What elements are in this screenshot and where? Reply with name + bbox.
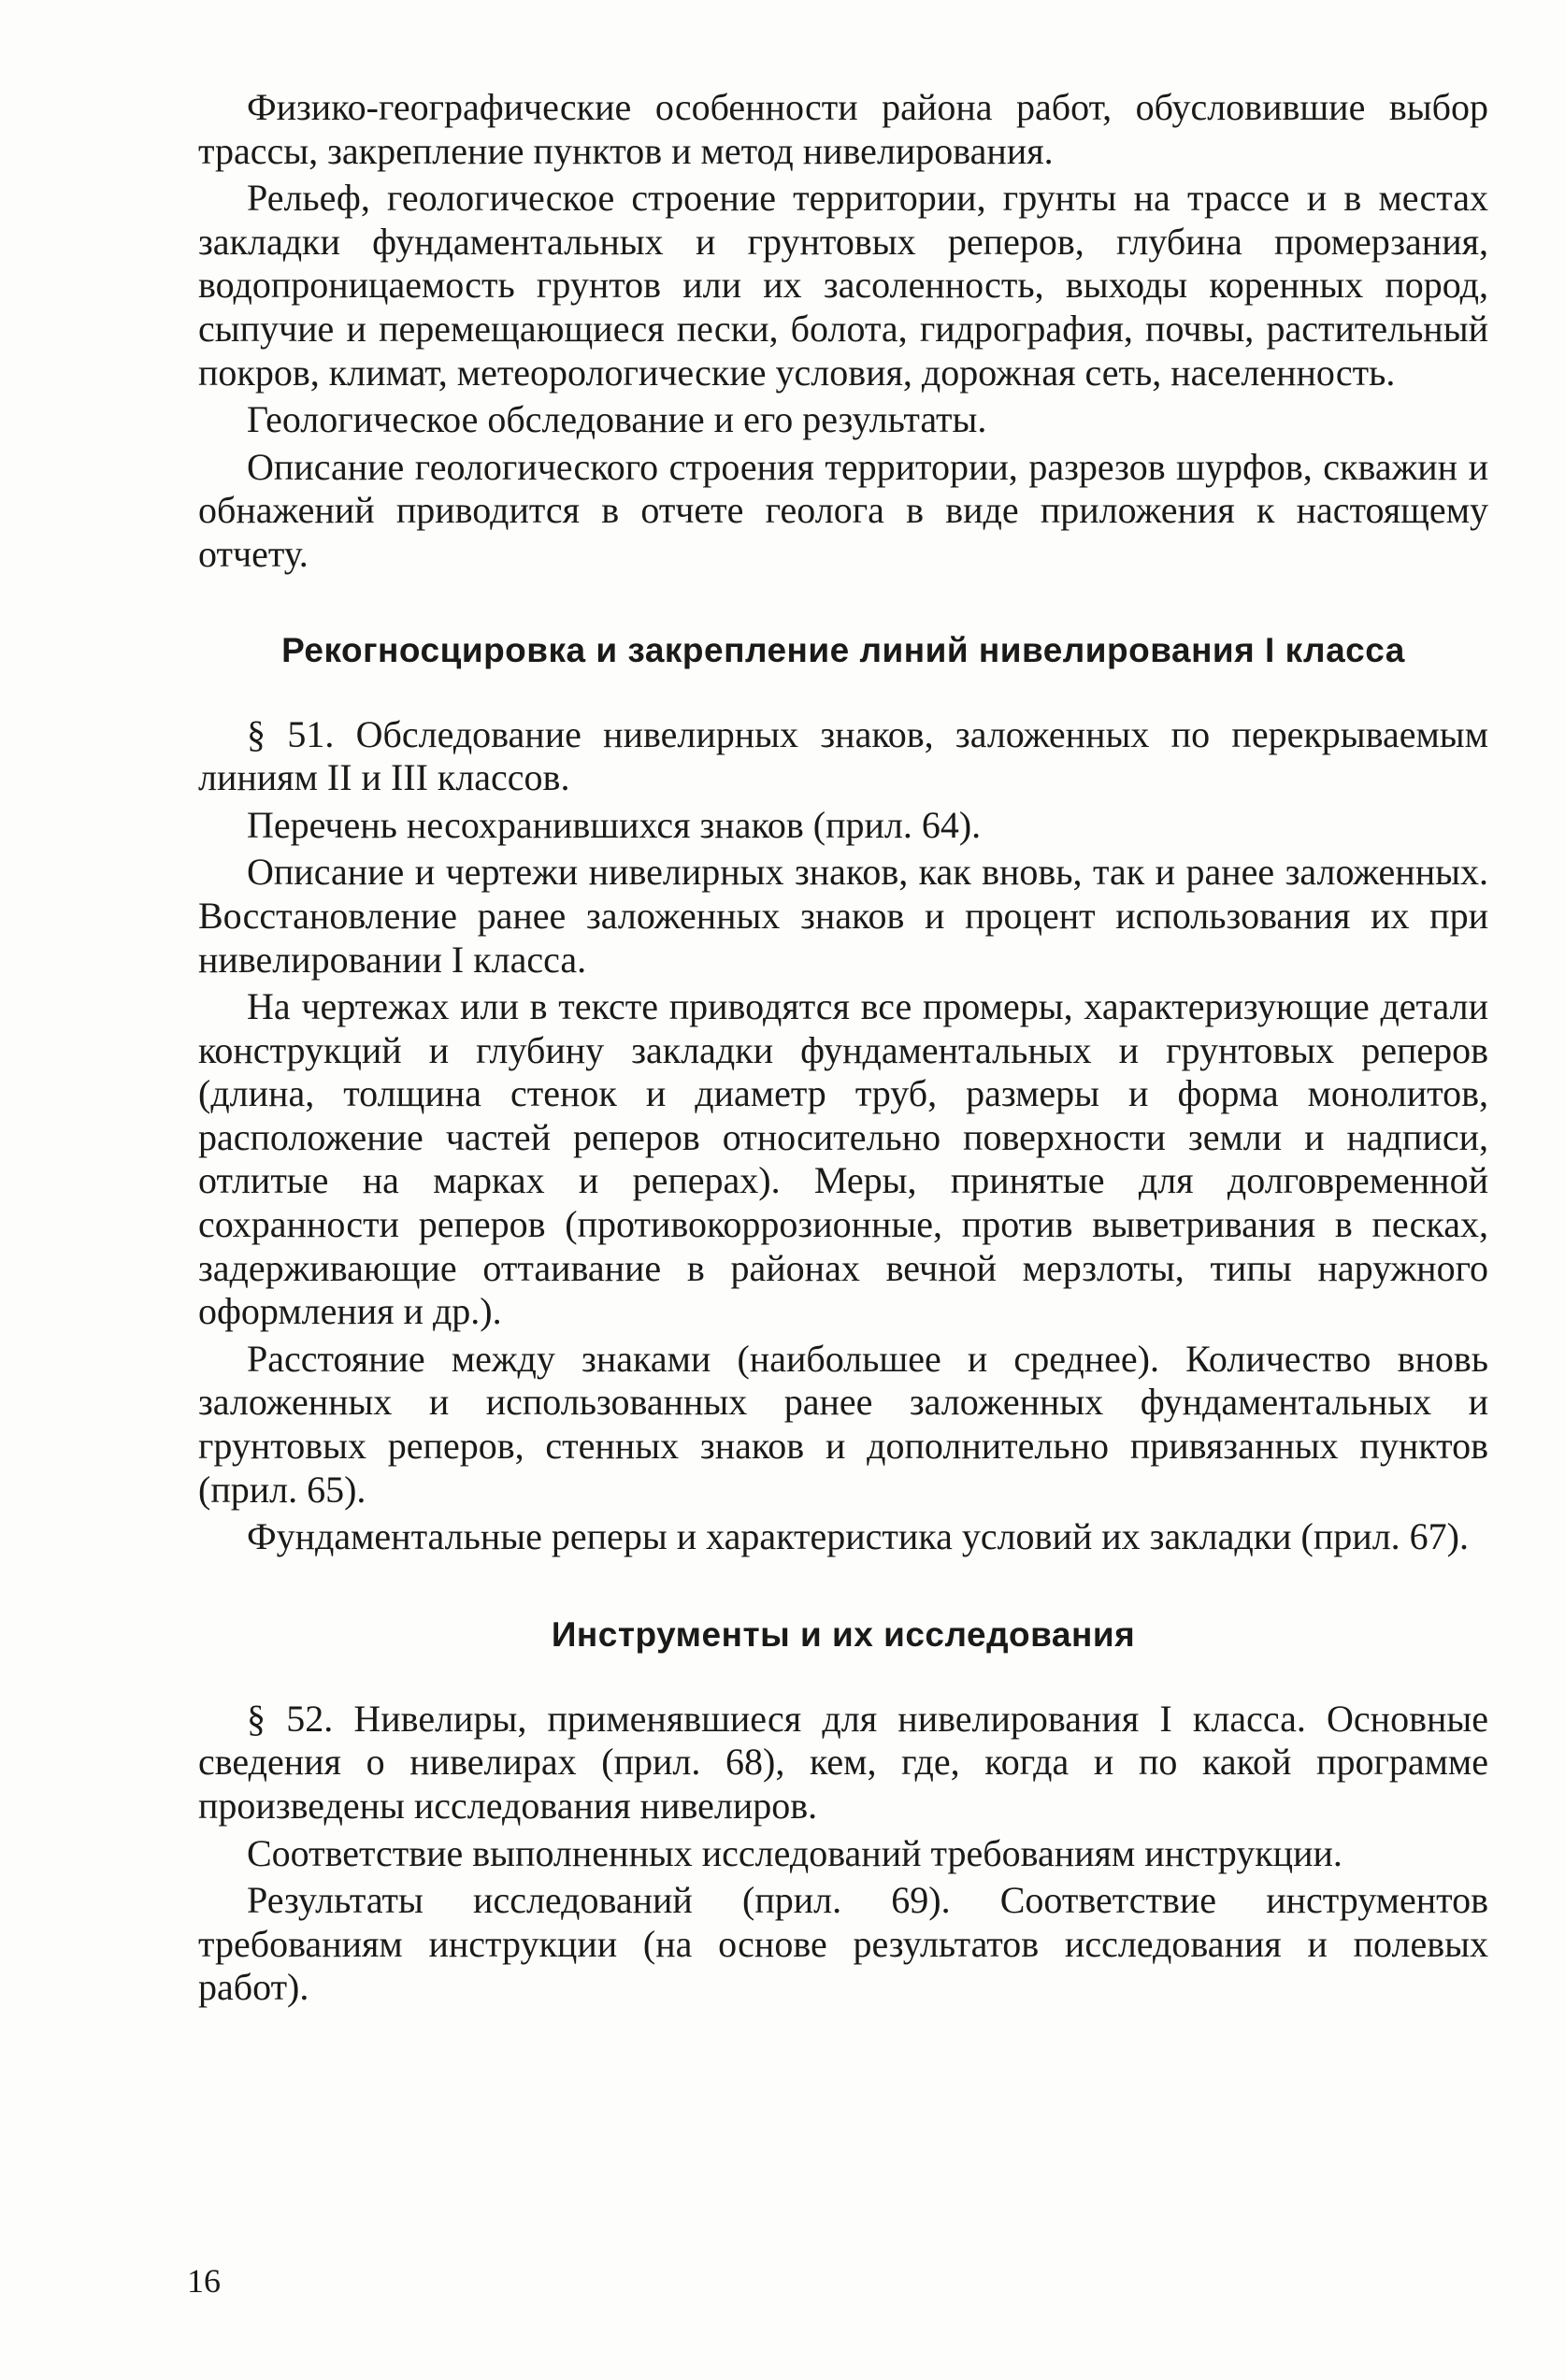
- paragraph: Геологическое обследование и его результаты.: [247, 398, 987, 441]
- section-heading-instruments: Инструменты и их исследования: [551, 1614, 1136, 1654]
- paragraph: Физико-географические особенности района работ, обусловившие выбор трассы, закрепление пунктов и метод нивелирования.: [198, 86, 1488, 172]
- paragraph: Фундаментальные реперы и характеристика условий их закладки (прил. 67).: [247, 1515, 1469, 1558]
- paragraph: Результаты исследований (прил. 69). Соответствие инструментов требованиям инструкции (на основе результатов исследования и полевых работ).: [198, 1879, 1488, 2009]
- paragraph: Соответствие выполненных исследований требованиям инструкции.: [247, 1831, 1342, 1874]
- page-number: 16: [187, 2262, 221, 2300]
- paragraph: Рельеф, геологическое строение территории, грунты на трассе и в местах закладки фундаментальных и грунтовых реперов, глубина промерзания, водопроницаемость грунтов или их засоленность, выходы коренных пород, сыпучие и перемещающиеся пески, болота, гидрография, почвы, растительный покров, климат, метеорологические условия, дорожная сеть, населенность.: [198, 177, 1488, 394]
- paragraph: На чертежах или в тексте приводятся все промеры, характеризующие детали конструкций и глубину закладки фундаментальных и грунтовых реперов (длина, толщина стенок и диаметр труб, размеры и форма монолитов, расположение частей реперов относительно поверхности земли и надписи, отлитые на марках и реперах). Меры, принятые для долговременной сохранности реперов (противокоррозионные, против выветривания в песках, задерживающие оттаивание в районах вечной мерзлоты, типы наружного оформления и др.).: [198, 985, 1488, 1333]
- paragraph: Перечень несохранившихся знаков (прил. 64).: [247, 803, 982, 846]
- section-heading-reconnaissance: Рекогносцировка и закрепление линий нивелирования I класса: [281, 630, 1405, 669]
- paragraph: Описание и чертежи нивелирных знаков, как вновь, так и ранее заложенных. Восстановление ранее заложенных знаков и процент использования их при нивелировании I класса.: [198, 851, 1488, 981]
- paragraph: § 51. Обследование нивелирных знаков, заложенных по перекрываемым линиям II и III классов.: [198, 712, 1488, 799]
- paragraph: Расстояние между знаками (наибольшее и среднее). Количество вновь заложенных и использованных ранее заложенных фундаментальных и грунтовых реперов, стенных знаков и дополнительно привязанных пунктов (прил. 65).: [198, 1337, 1488, 1511]
- paragraph: § 52. Нивелиры, применявшиеся для нивелирования I класса. Основные сведения о нивелирах (прил. 68), кем, где, когда и по какой программе произведены исследования нивелиров.: [198, 1697, 1488, 1827]
- paragraph: Описание геологического строения территории, разрезов шурфов, скважин и обнажений приводится в отчете геолога в виде приложения к настоящему отчету.: [198, 445, 1488, 575]
- page-text: [198, 86, 1488, 2014]
